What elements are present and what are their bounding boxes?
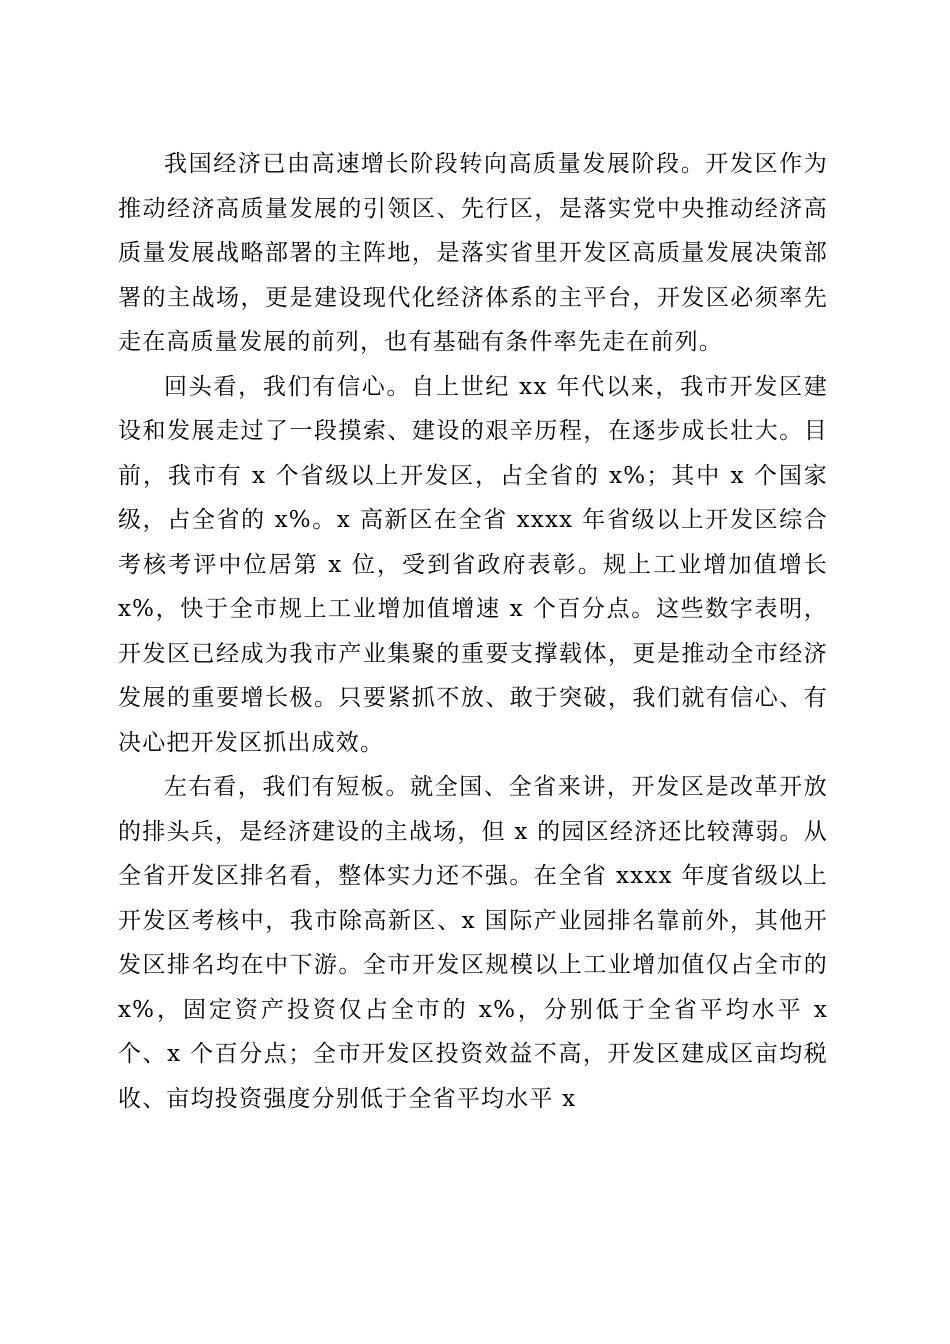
paragraph-look-around: 左右看，我们有短板。就全国、全省来讲，开发区是改革开放的排头兵，是经济建设的主战场，但 x 的园区经济还比较薄弱。从全省开发区排名看，整体实力还不强。在全省 xxxx 年度省级以上开发区考核中，我市除高新区、x 国际产业园排名靠前外，其他开发区排名均在中下游。全市开发区规模以上工业增加值仅占全市的 x%，固定资产投资仅占全市的 x%，分别低于全省平均水平 x 个、x 个百分点；全市开发区投资效益不高，开发区建成区亩均税收、亩均投资强度分别低于全省平均水平 x xyxy=(118,774,828,1112)
paragraph-intro: 我国经济已由高速增长阶段转向高质量发展阶段。开发区作为推动经济高质量发展的引领区、先行区，是落实党中央推动经济高质量发展战略部署的主阵地，是落实省里开发区高质量发展决策部署的主战场，更是建设现代化经济体系的主平台，开发区必须率先走在高质量发展的前列，也有基础有条件率先走在前列。 xyxy=(118,151,828,355)
paragraph-look-back: 回头看，我们有信心。自上世纪 xx 年代以来，我市开发区建设和发展走过了一段摸索、建设的艰辛历程，在逐步成长壮大。目前，我市有 x 个省级以上开发区，占全省的 x%；其中 x 个国家级，占全省的 x%。x 高新区在全省 xxxx 年省级以上开发区综合考核考评中位居第 x 位，受到省政府表彰。规上工业增加值增长 x%，快于全市规上工业增加值增速 x 个百分点。这些数字表明，开发区已经成为我市产业集聚的重要支撑载体，更是推动全市经济发展的重要增长极。只要紧抓不放、敢于突破，我们就有信心、有决心把开发区抓出成效。 xyxy=(118,373,828,756)
document-page xyxy=(118,142,828,1121)
